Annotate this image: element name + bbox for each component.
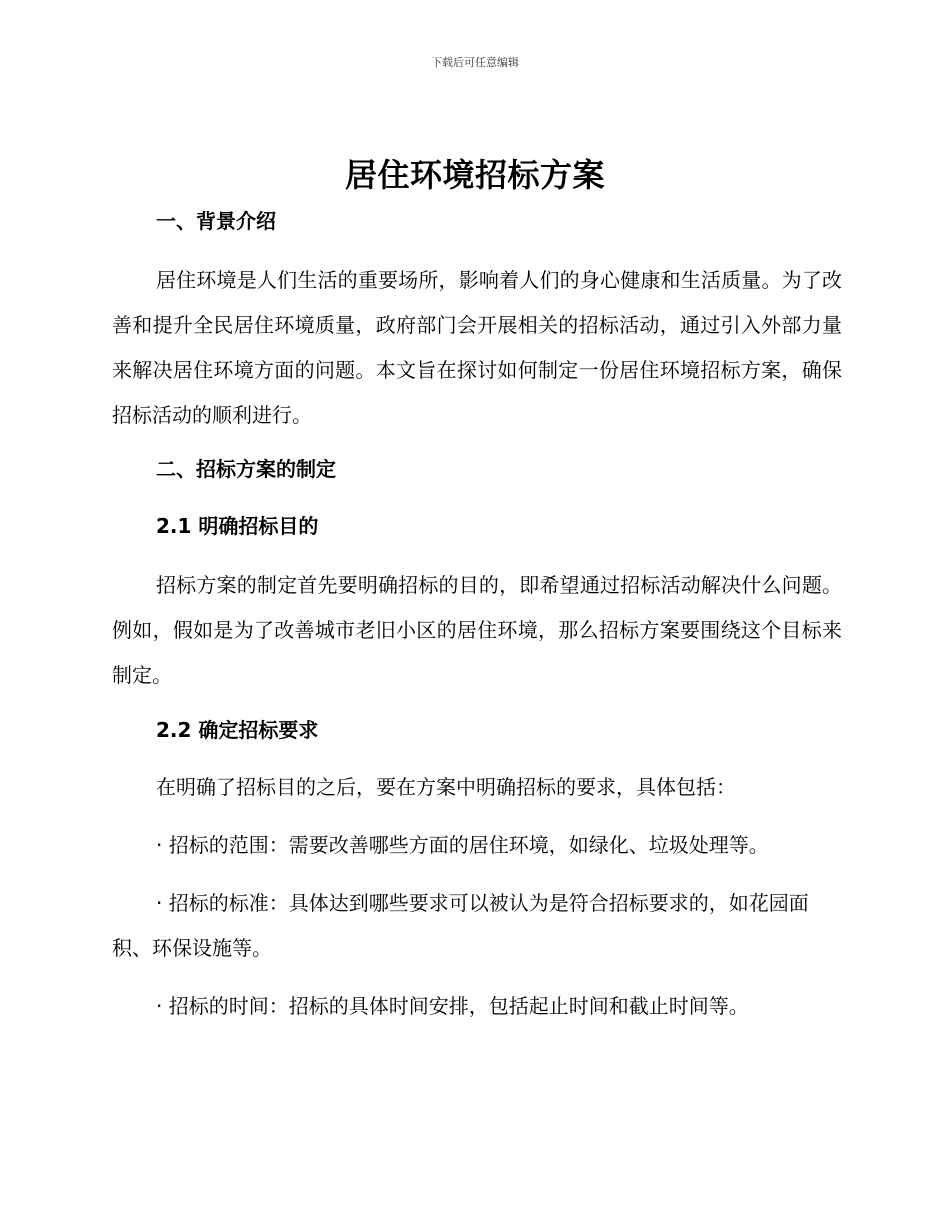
document-title: 居住环境招标方案 (344, 156, 605, 194)
goal-paragraph: 招标方案的制定首先要明确招标的目的，即希望通过招标活动解决什么问题。例如，假如是为了改善城市老旧小区的居住环境，那么招标方案要围绕这个目标来制定。 (112, 573, 842, 687)
requirement-item-scope: · 招标的范围：需要改善哪些方面的居住环境，如绿化、垃圾处理等。 (156, 833, 769, 857)
background-paragraph: 居住环境是人们生活的重要场所，影响着人们的身心健康和生活质量。为了改善和提升全民居住环境质量，政府部门会开展相关的招标活动，通过引入外部力量来解决居住环境方面的问题。本文旨在探讨如何制定一份居住环境招标方案，确保招标活动的顺利进行。 (112, 268, 842, 427)
requirements-intro: 在明确了招标目的之后，要在方案中明确招标的要求，具体包括： (156, 775, 736, 799)
section-heading-background: 一、背景介绍 (156, 209, 276, 233)
subsection-heading-requirements: 2.2 确定招标要求 (156, 718, 319, 742)
requirement-item-standard: · 招标的标准：具体达到哪些要求可以被认为是符合招标要求的，如花园面积、环保设施等。 (112, 891, 809, 960)
section-heading-plan: 二、招标方案的制定 (156, 457, 336, 481)
header-note: 下载后可任意编辑 (431, 56, 519, 69)
document-body (112, 203, 842, 1029)
subsection-heading-goal: 2.1 明确招标目的 (156, 514, 319, 538)
requirement-item-time: · 招标的时间：招标的具体时间安排，包括起止时间和截止时间等。 (156, 994, 749, 1018)
